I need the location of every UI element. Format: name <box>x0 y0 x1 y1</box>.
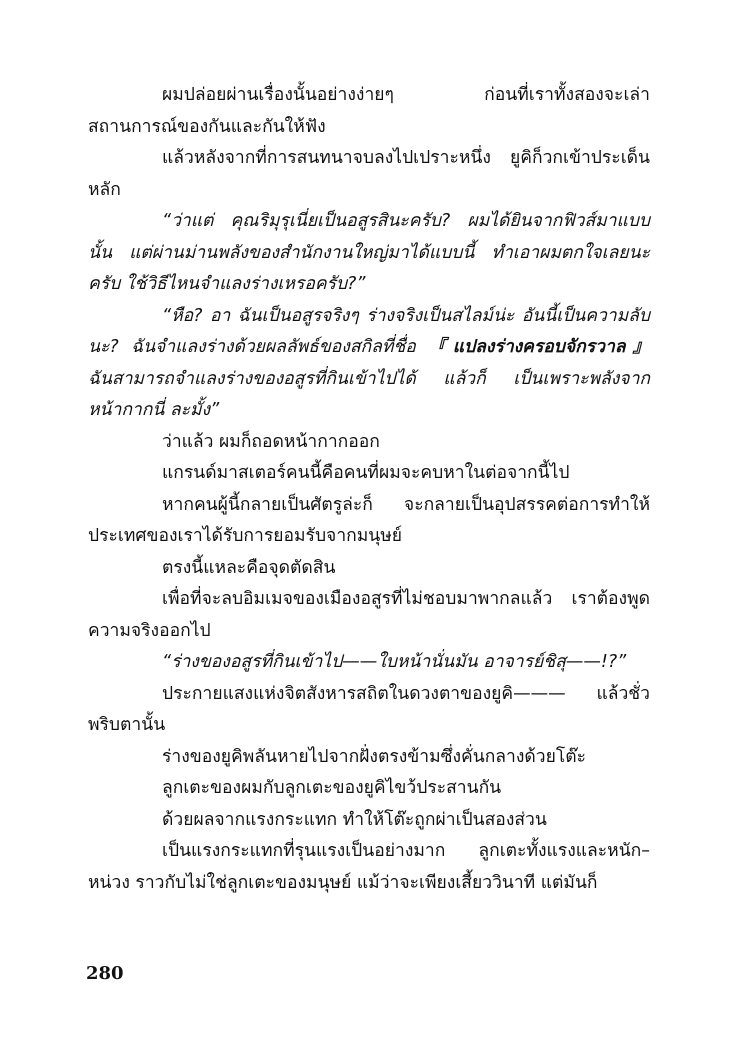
dialogue-paragraph: “ร่างของอสูรที่กินเข้าไป——ใบหน้านั่นมัน อาจารย์ชิสุ——!?” <box>162 652 627 672</box>
paragraph: แล้วหลังจากที่การสนทนาจบลงไปเปราะหนึ่ง ยูคิก็วกเข้าประเด็นหลัก <box>88 148 650 200</box>
paragraph: เป็นแรงกระแทกที่รุนแรงเป็นอย่างมาก ลูกเตะทั้งแรงและหนัก–หน่วง ราวกับไม่ใช่ลูกเตะของมนุษย์ แม้ว่าจะเพียงเสี้ยววินาที แต่มันก็ <box>88 841 650 893</box>
paragraph: ลูกเตะของผมกับลูกเตะของยูคิไขว้ประสานกัน <box>162 778 502 798</box>
dialogue-text: ฉันสามารถจำแลงร่างของอสูรที่กินเข้าไปได้ แล้วก็ เป็นเพราะพลังจากหน้ากากนี่ ละมั้ง” <box>88 368 650 420</box>
dialogue-paragraph: “ว่าแต่ คุณริมุรุเนี่ยเป็นอสูรสินะครับ? ผมได้ยินจากฟิวส์มาแบบนั้น แต่ผ่านม่านพลังของสำนักงานใหญ่มาได้แบบนี้ ทำเอาผมตกใจเลยนะครับ ใช้วิธีไหนจำแลงร่างเหรอครับ?” <box>88 211 650 294</box>
paragraph: ตรงนี้แหละคือจุดตัดสิน <box>162 557 336 578</box>
paragraph: หากคนผู้นี้กลายเป็นศัตรูล่ะก็ จะกลายเป็นอุปสรรคต่อการทำให้ประเทศของเราได้รับการยอมรับจากมนุษย์ <box>88 494 650 546</box>
dialogue-paragraph <box>88 301 650 427</box>
paragraph: ร่างของยูคิพลันหายไปจากฝั่งตรงข้ามซึ่งคั่นกลางด้วยโต๊ะ <box>162 746 586 767</box>
dialogue-text: “หือ? อา ฉันเป็นอสูรจริงๆ ร่างจริงเป็นสไลม์น่ะ อันนี้เป็นความลับนะ? ฉันจำแลงร่างด้วยผลลัพธ์ของสกิลที่ชื่อ <box>88 305 650 357</box>
paragraph: เพื่อที่จะลบอิมเมจของเมืองอสูรที่ไม่ชอบมาพากลแล้ว เราต้องพูดความจริงออกไป <box>88 589 650 641</box>
paragraph: ด้วยผลจากแรงกระแทก ทำให้โต๊ะถูกผ่าเป็นสองส่วน <box>162 809 547 830</box>
paragraph: แกรนด์มาสเตอร์คนนี้คือคนที่ผมจะคบหาในต่อจากนี้ไป <box>162 463 570 483</box>
page-number: 280 <box>86 963 124 984</box>
paragraph: ว่าแล้ว ผมก็ถอดหน้ากากออก <box>162 431 380 452</box>
paragraph: ประกายแสงแห่งจิตสังหารสถิตในดวงตาของยูคิ——— แล้วชั่วพริบตานั้น <box>88 683 650 735</box>
body-text <box>88 80 650 899</box>
paragraph: ผมปล่อยผ่านเรื่องนั้นอย่างง่ายๆ ก่อนที่เราทั้งสองจะเล่าสถานการณ์ของกันและกันให้ฟัง <box>88 85 650 137</box>
skill-name: 『แปลงร่างครอบจักรวาล』 <box>428 337 650 357</box>
